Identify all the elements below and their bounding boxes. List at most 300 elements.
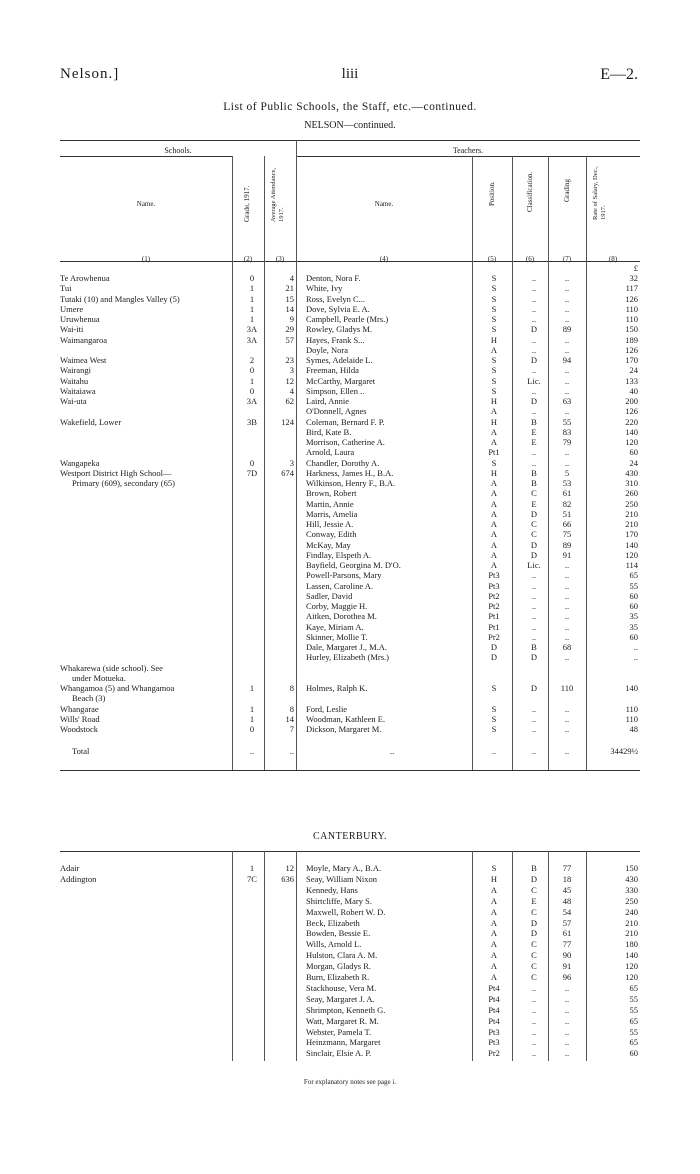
table-row bbox=[60, 994, 640, 1004]
position-cell: S bbox=[491, 293, 497, 304]
teacher-name-cell: Hurley, Elizabeth (Mrs.) bbox=[306, 652, 390, 663]
teacher-name-cell: Conway, Edith bbox=[306, 529, 357, 540]
grading-cell: 55 bbox=[562, 416, 572, 427]
table-row bbox=[60, 1037, 640, 1047]
position-cell: Pt2 bbox=[488, 590, 500, 601]
table-row bbox=[60, 345, 640, 355]
classification-cell: C bbox=[531, 939, 537, 950]
classification-cell: .. bbox=[531, 334, 537, 345]
table-row bbox=[60, 611, 640, 621]
position-cell: S bbox=[491, 457, 497, 468]
grade-cell: 1 bbox=[249, 303, 255, 314]
table-row bbox=[60, 683, 640, 693]
position-cell: A bbox=[490, 895, 498, 906]
classification-cell: D bbox=[530, 324, 538, 335]
teacher-name-cell: Bowden, Bessie E. bbox=[306, 928, 371, 939]
attendance-cell: 21 bbox=[285, 283, 294, 294]
grading-cell: 57 bbox=[562, 917, 572, 928]
grading-cell: .. bbox=[564, 621, 570, 632]
table-row bbox=[60, 591, 640, 601]
teacher-name-cell: Watt, Margaret R. M. bbox=[306, 1015, 379, 1026]
teacher-name-cell: Freeman, Hilda bbox=[306, 365, 359, 376]
salary-cell: 260 bbox=[625, 488, 638, 499]
position-cell: Pt1 bbox=[488, 621, 500, 632]
position-cell: S bbox=[491, 324, 497, 335]
grading-cell: .. bbox=[564, 601, 570, 611]
table-row bbox=[60, 1027, 640, 1037]
grading-cell: 18 bbox=[562, 873, 572, 884]
teacher-name-cell: Dale, Margaret J., M.A. bbox=[306, 642, 388, 652]
attendance-cell: 4 bbox=[289, 385, 294, 396]
position-cell: A bbox=[490, 906, 498, 917]
teacher-name-cell: Rowley, Gladys M. bbox=[306, 324, 373, 335]
grading-cell: .. bbox=[564, 293, 570, 304]
school-name-cell: Beach (3) bbox=[72, 693, 106, 704]
page-header-right: E—2. bbox=[600, 66, 638, 83]
salary-cell: 65 bbox=[629, 570, 638, 581]
teacher-name-cell: Powell-Parsons, Mary bbox=[306, 570, 382, 581]
teacher-name-cell: Stackhouse, Vera M. bbox=[306, 982, 377, 993]
attendance-cell: 14 bbox=[285, 303, 294, 314]
position-cell: A bbox=[490, 437, 498, 447]
total-row bbox=[60, 746, 640, 756]
position-cell: A bbox=[490, 519, 498, 529]
grading-cell: 77 bbox=[562, 939, 572, 950]
position-cell: Pt1 bbox=[488, 611, 500, 622]
salary-cell: 48 bbox=[629, 724, 638, 734]
position-cell: Pt3 bbox=[488, 1026, 500, 1037]
salary-cell: 60 bbox=[629, 631, 638, 642]
position-cell: A bbox=[490, 560, 498, 570]
grading-cell: .. bbox=[564, 1015, 570, 1026]
grade-cell: 1 bbox=[249, 283, 255, 294]
position-cell: Pt4 bbox=[488, 1004, 500, 1015]
teacher-name-cell: Marris, Amelia bbox=[306, 508, 358, 519]
teacher-name-cell: Heinzmann, Margaret bbox=[306, 1037, 381, 1048]
classification-cell: C bbox=[531, 488, 537, 499]
teacher-name-cell: Sadler, David bbox=[306, 590, 353, 601]
position-cell: S bbox=[491, 303, 497, 314]
table-row bbox=[60, 283, 640, 293]
table-row bbox=[60, 417, 640, 427]
grading-heading: Grading bbox=[563, 179, 571, 202]
position-cell: Pt2 bbox=[488, 601, 500, 611]
teachers-group-rule bbox=[296, 156, 640, 157]
table-row bbox=[60, 693, 640, 703]
attendance-heading: Average Attendance, 1917. bbox=[270, 167, 285, 222]
classification-cell: .. bbox=[531, 1015, 537, 1026]
classification-cell: B bbox=[531, 467, 537, 478]
table-row bbox=[60, 673, 640, 683]
salary-cell: 55 bbox=[629, 580, 638, 591]
grading-cell: .. bbox=[564, 385, 570, 396]
teacher-name-cell: Seay, William Nixon bbox=[306, 873, 377, 884]
salary-cell: 189 bbox=[625, 334, 638, 345]
position-cell: S bbox=[491, 273, 497, 283]
position-cell: D bbox=[490, 652, 498, 663]
position-cell: H bbox=[490, 416, 498, 427]
salary-cell: 180 bbox=[625, 939, 638, 950]
attendance-cell: 8 bbox=[289, 703, 294, 714]
position-cell: A bbox=[490, 539, 498, 550]
table-row bbox=[60, 983, 640, 993]
grading-cell: 82 bbox=[562, 498, 572, 509]
salary-cell: 120 bbox=[625, 549, 638, 560]
grading-cell: .. bbox=[564, 283, 570, 294]
teacher-name-cell: Kennedy, Hans bbox=[306, 884, 358, 895]
teacher-name-cell: Morgan, Gladys R. bbox=[306, 961, 372, 972]
grading-cell: .. bbox=[564, 611, 570, 622]
canterbury-top-rule bbox=[60, 851, 640, 852]
salary-cell: 35 bbox=[629, 621, 638, 632]
salary-cell: 60 bbox=[629, 590, 638, 601]
grading-cell: 61 bbox=[562, 928, 572, 939]
classification-cell: D bbox=[530, 396, 538, 406]
salary-cell: 60 bbox=[629, 447, 638, 458]
position-cell: H bbox=[490, 467, 498, 478]
classification-cell: E bbox=[531, 895, 537, 906]
classification-cell: .. bbox=[531, 631, 537, 642]
attendance-cell: 3 bbox=[289, 457, 294, 468]
table-row bbox=[60, 519, 640, 529]
table-row bbox=[60, 478, 640, 488]
grade-cell: 3A bbox=[246, 396, 258, 406]
table-row bbox=[60, 499, 640, 509]
table-row bbox=[60, 273, 640, 283]
classification-cell: .. bbox=[531, 590, 537, 601]
salary-cell: 55 bbox=[629, 1004, 638, 1015]
table-row bbox=[60, 928, 640, 938]
teachers-group-heading: Teachers. bbox=[452, 146, 484, 155]
position-cell: S bbox=[491, 713, 497, 724]
teacher-name-cell: Chandler, Dorothy A. bbox=[306, 457, 380, 468]
school-name-cell: Waitahu bbox=[60, 375, 89, 386]
grading-cell: .. bbox=[564, 1004, 570, 1015]
position-cell: Pt4 bbox=[488, 1015, 500, 1026]
table-row bbox=[60, 314, 640, 324]
attendance-cell: 62 bbox=[285, 396, 294, 406]
classification-cell: .. bbox=[531, 570, 537, 581]
col-number-6: (6) bbox=[525, 255, 535, 263]
teacher-name-cell: Aitken, Dorothea M. bbox=[306, 611, 377, 622]
salary-cell: 110 bbox=[625, 314, 638, 324]
attendance-cell: 15 bbox=[285, 293, 294, 304]
salary-cell: .. bbox=[633, 642, 638, 652]
teacher-name-cell: Morrison, Catherine A. bbox=[306, 437, 385, 447]
position-cell: S bbox=[491, 314, 497, 324]
salary-cell: 430 bbox=[625, 467, 638, 478]
grading-cell: 90 bbox=[562, 950, 572, 961]
grading-cell: 89 bbox=[562, 324, 572, 335]
classification-cell: E bbox=[531, 437, 537, 447]
attendance-cell: 29 bbox=[285, 324, 294, 335]
col-number-8: (8) bbox=[608, 255, 618, 263]
table-row bbox=[60, 939, 640, 949]
position-cell: Pt4 bbox=[488, 982, 500, 993]
school-name-cell: Tutaki (10) and Mangles Valley (5) bbox=[60, 293, 180, 304]
table-row bbox=[60, 406, 640, 416]
school-name-cell: Wakefield, Lower bbox=[60, 416, 122, 427]
teacher-name-cell: Moyle, Mary A., B.A. bbox=[306, 863, 382, 873]
teacher-name-cell: Findlay, Elspeth A. bbox=[306, 549, 372, 560]
total-grade: .. bbox=[249, 746, 255, 756]
grade-cell: 3A bbox=[246, 324, 258, 335]
grading-cell: 77 bbox=[562, 863, 572, 873]
salary-cell: 210 bbox=[625, 508, 638, 519]
teacher-name-cell: Campbell, Pearle (Mrs.) bbox=[306, 314, 389, 324]
position-cell: Pr2 bbox=[488, 631, 500, 642]
table-row bbox=[60, 961, 640, 971]
table-row bbox=[60, 437, 640, 447]
nelson-table-bottom-rule bbox=[60, 770, 640, 771]
table-row bbox=[60, 652, 640, 662]
table-row bbox=[60, 529, 640, 539]
teacher-name-cell: McCarthy, Margaret bbox=[306, 375, 376, 386]
grading-cell: 5 bbox=[564, 467, 570, 478]
position-heading: Position. bbox=[488, 181, 496, 206]
table-row bbox=[60, 365, 640, 375]
school-name-cell: Whangamoa (5) and Whangamoa bbox=[60, 683, 175, 693]
attendance-cell: 7 bbox=[289, 724, 294, 734]
classification-cell: .. bbox=[531, 703, 537, 714]
table-row bbox=[60, 447, 640, 457]
teacher-name-cell: McKay, May bbox=[306, 539, 351, 550]
teacher-name-cell: Hill, Jessie A. bbox=[306, 519, 354, 529]
teacher-name-cell: Kaye, Miriam A. bbox=[306, 621, 364, 632]
teacher-name-cell: O'Donnell, Agnes bbox=[306, 406, 367, 417]
position-cell: A bbox=[490, 950, 498, 961]
page-number: liii bbox=[341, 66, 359, 82]
classification-cell: D bbox=[530, 539, 538, 550]
salary-cell: 24 bbox=[629, 365, 638, 376]
position-cell: A bbox=[490, 884, 498, 895]
teacher-name-cell: Denton, Nora F. bbox=[306, 273, 361, 283]
grading-cell: .. bbox=[564, 570, 570, 581]
grading-cell: .. bbox=[564, 334, 570, 345]
salary-cell: 40 bbox=[629, 385, 638, 396]
position-cell: H bbox=[490, 396, 498, 406]
classification-cell: B bbox=[531, 863, 537, 873]
salary-cell: 126 bbox=[625, 406, 638, 417]
attendance-cell: 57 bbox=[285, 334, 294, 345]
salary-cell: 35 bbox=[629, 611, 638, 622]
grading-cell: 54 bbox=[562, 906, 572, 917]
position-cell: A bbox=[490, 961, 498, 972]
classification-cell: E bbox=[531, 498, 537, 509]
school-name-cell: Whakarewa (side school). See bbox=[60, 662, 163, 673]
salary-cell: 330 bbox=[625, 884, 638, 895]
salary-cell: 65 bbox=[629, 982, 638, 993]
teacher-name-cell: Shrimpton, Kenneth G. bbox=[306, 1004, 386, 1015]
table-row bbox=[60, 632, 640, 642]
attendance-cell: 3 bbox=[289, 365, 294, 376]
grading-cell: 110 bbox=[560, 683, 574, 693]
table-row bbox=[60, 1048, 640, 1058]
salary-cell: 170 bbox=[625, 355, 638, 365]
attendance-cell: 4 bbox=[289, 273, 294, 283]
classification-cell: .. bbox=[531, 293, 537, 304]
teacher-name-cell: Bayfield, Georgina M. D'O. bbox=[306, 560, 401, 570]
position-cell: S bbox=[491, 703, 497, 714]
classification-cell: .. bbox=[531, 724, 537, 734]
teacher-name-cell: Lassen, Caroline A. bbox=[306, 580, 374, 591]
grading-cell: 66 bbox=[562, 519, 572, 529]
position-cell: D bbox=[490, 642, 498, 652]
classification-cell: .. bbox=[531, 344, 537, 355]
classification-cell: D bbox=[530, 928, 538, 939]
teacher-name-cell: Harkness, James H., B.A. bbox=[306, 467, 394, 478]
grading-cell: .. bbox=[564, 703, 570, 714]
grading-cell: .. bbox=[564, 652, 570, 663]
table-row bbox=[60, 863, 640, 873]
classification-cell: C bbox=[531, 519, 537, 529]
attendance-cell: 12 bbox=[285, 375, 294, 386]
table-row bbox=[60, 622, 640, 632]
salary-cell: 120 bbox=[625, 961, 638, 972]
school-name-cell: Wairangi bbox=[60, 365, 91, 376]
classification-cell: B bbox=[531, 416, 537, 427]
table-row bbox=[60, 663, 640, 673]
teacher-name-cell: Martin, Annie bbox=[306, 498, 354, 509]
grade-cell: 0 bbox=[249, 385, 255, 396]
school-name-cell: Wai-iti bbox=[60, 324, 84, 335]
salary-cell: 126 bbox=[625, 344, 638, 355]
salary-cell: .. bbox=[633, 652, 638, 663]
position-cell: S bbox=[491, 283, 497, 294]
document-subtitle: NELSON—continued. bbox=[304, 120, 396, 131]
position-cell: A bbox=[490, 917, 498, 928]
position-cell: S bbox=[491, 365, 497, 376]
school-name-cell: Waimangaroa bbox=[60, 334, 107, 345]
classification-cell: D bbox=[530, 683, 538, 693]
salary-cell: 133 bbox=[625, 375, 638, 386]
salary-cell: 310 bbox=[625, 478, 638, 488]
grade-cell: 1 bbox=[249, 314, 255, 324]
classification-cell: .. bbox=[531, 601, 537, 611]
salary-cell: 200 bbox=[625, 396, 638, 406]
classification-cell: Lic. bbox=[527, 560, 541, 570]
classification-cell: .. bbox=[531, 385, 537, 396]
schools-group-rule bbox=[60, 156, 232, 157]
teacher-name-cell: Corby, Maggie H. bbox=[306, 601, 368, 611]
position-cell: A bbox=[490, 488, 498, 499]
classification-cell: D bbox=[530, 652, 538, 663]
grading-cell: 91 bbox=[562, 961, 572, 972]
salary-cell: 55 bbox=[629, 993, 638, 1004]
table-top-rule bbox=[60, 140, 640, 141]
total-salary: 34429½ bbox=[610, 746, 638, 756]
grading-cell: 96 bbox=[562, 972, 572, 982]
salary-cell: 140 bbox=[625, 539, 638, 550]
school-name-cell: Woodstock bbox=[60, 724, 99, 734]
table-row bbox=[60, 304, 640, 314]
table-row bbox=[60, 427, 640, 437]
grading-cell: .. bbox=[564, 1048, 570, 1059]
table-row bbox=[60, 907, 640, 917]
salary-cell: 150 bbox=[625, 324, 638, 335]
grading-cell: 61 bbox=[562, 488, 572, 499]
teacher-name-cell: Dickson, Margaret M. bbox=[306, 724, 382, 734]
canterbury-heading: CANTERBURY. bbox=[313, 831, 387, 842]
table-row bbox=[60, 714, 640, 724]
classification-cell: C bbox=[531, 961, 537, 972]
classification-cell: D bbox=[530, 873, 538, 884]
school-name-heading: Name. bbox=[136, 200, 156, 208]
salary-cell: 60 bbox=[629, 601, 638, 611]
grade-cell: 7C bbox=[247, 873, 257, 884]
grading-cell: .. bbox=[564, 631, 570, 642]
position-cell: S bbox=[491, 355, 497, 365]
table-row bbox=[60, 355, 640, 365]
grading-cell: 79 bbox=[562, 437, 572, 447]
salary-cell: 24 bbox=[629, 457, 638, 468]
salary-cell: 110 bbox=[625, 303, 638, 314]
teacher-name-cell: Woodman, Kathleen E. bbox=[306, 713, 386, 724]
classification-cell: .. bbox=[531, 611, 537, 622]
total-grading: .. bbox=[564, 746, 570, 756]
teacher-name-cell: Holmes, Ralph K. bbox=[306, 683, 368, 693]
position-cell: A bbox=[490, 406, 498, 417]
classification-cell: .. bbox=[531, 1048, 537, 1059]
position-cell: Pt1 bbox=[488, 447, 500, 458]
salary-cell: 117 bbox=[625, 283, 638, 294]
salary-cell: 150 bbox=[625, 863, 638, 873]
classification-cell: .. bbox=[531, 580, 537, 591]
teacher-name-cell: Sinclair, Elsie A. P. bbox=[306, 1048, 372, 1059]
table-row bbox=[60, 550, 640, 560]
attendance-cell: 14 bbox=[285, 713, 294, 724]
teacher-name-cell: Webster, Pamela T. bbox=[306, 1026, 372, 1037]
position-cell: S bbox=[491, 683, 497, 693]
total-teacher: .. bbox=[390, 746, 395, 756]
col-number-4: (4) bbox=[379, 255, 389, 263]
grading-cell: .. bbox=[564, 303, 570, 314]
teacher-name-cell: Simpson, Ellen .. bbox=[306, 385, 365, 396]
classification-cell: C bbox=[531, 972, 537, 982]
table-row bbox=[60, 885, 640, 895]
grading-cell: .. bbox=[564, 1037, 570, 1048]
classification-cell: .. bbox=[531, 713, 537, 724]
school-name-cell: Te Arowhenua bbox=[60, 273, 110, 283]
grading-cell: 94 bbox=[562, 355, 572, 365]
salary-heading: Rate of Salary, Dec., 1917. bbox=[592, 166, 607, 220]
school-name-cell: Uruwhenua bbox=[60, 314, 100, 324]
school-name-cell: Whangarae bbox=[60, 703, 99, 714]
salary-cell: 65 bbox=[629, 1015, 638, 1026]
teacher-name-cell: Maxwell, Robert W. D. bbox=[306, 906, 386, 917]
salary-cell: 120 bbox=[625, 972, 638, 982]
position-cell: A bbox=[490, 529, 498, 540]
grading-cell: .. bbox=[564, 273, 570, 283]
grading-cell: 83 bbox=[562, 426, 572, 437]
salary-cell: 110 bbox=[625, 703, 638, 714]
school-name-cell: Westport District High School— bbox=[60, 467, 172, 478]
salary-cell: 60 bbox=[629, 1048, 638, 1059]
classification-cell: C bbox=[531, 906, 537, 917]
classification-cell: Lic. bbox=[527, 375, 541, 386]
position-cell: A bbox=[490, 549, 498, 560]
teacher-name-cell: Arnold, Laura bbox=[306, 447, 355, 458]
salary-cell: 210 bbox=[625, 928, 638, 939]
schools-group-heading: Schools. bbox=[164, 146, 192, 155]
position-cell: H bbox=[490, 873, 498, 884]
classification-cell: .. bbox=[531, 273, 537, 283]
classification-cell: D bbox=[530, 355, 538, 365]
position-cell: S bbox=[491, 375, 497, 386]
attendance-cell: 23 bbox=[285, 355, 294, 365]
attendance-cell: 636 bbox=[281, 873, 294, 884]
grading-cell: .. bbox=[564, 365, 570, 376]
